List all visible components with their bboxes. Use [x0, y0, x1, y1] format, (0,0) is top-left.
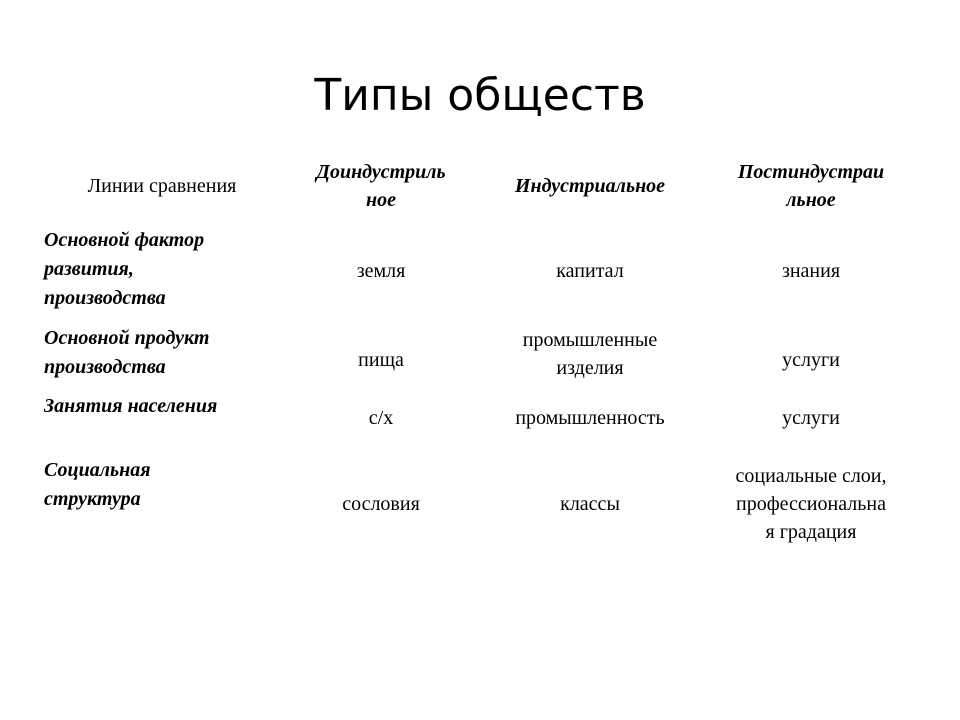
table-header-row [38, 150, 918, 222]
row-label-occupation: Занятия населения [44, 395, 218, 417]
table-cell: сословия [342, 493, 420, 515]
table-cell: капитал [556, 260, 624, 282]
table-cell: социальные слои, профессиональна я градация [735, 465, 887, 543]
slide-title: Типы обществ [314, 70, 646, 121]
table-cell: классы [560, 493, 620, 515]
table-cell: услуги [782, 349, 840, 371]
table-row [38, 324, 918, 384]
table-cell: промышленность [515, 407, 665, 429]
row-label-main-factor: Основной фактор развития, производства [44, 229, 205, 309]
table-row [38, 226, 918, 316]
header-comparison-lines: Линии сравнения [87, 175, 237, 197]
row-label-social-structure: Социальная структура [44, 459, 151, 510]
table-cell: пища [358, 349, 404, 371]
row-label-main-product: Основной продукт производства [44, 327, 210, 378]
table-cell: знания [781, 260, 841, 282]
header-postindustrial: Постиндустраи льное [737, 161, 885, 211]
table-row [38, 456, 918, 552]
header-preindustrial: Доиндустриль ное [316, 161, 446, 211]
table-cell: с/х [368, 407, 394, 429]
table-cell: услуги [782, 407, 840, 429]
header-industrial: Индустриальное [514, 175, 666, 197]
table-row [38, 392, 918, 444]
table-cell: земля [356, 260, 406, 282]
table-cell: промышленные изделия [522, 329, 658, 379]
